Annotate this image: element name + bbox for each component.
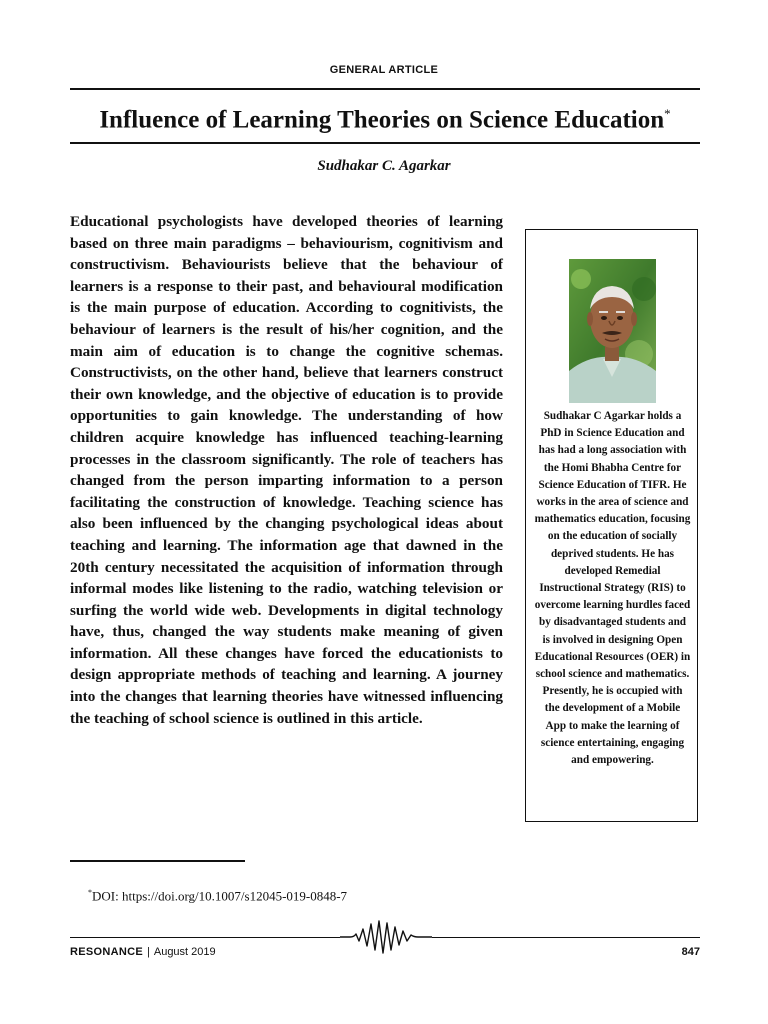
- section-label: GENERAL ARTICLE: [329, 64, 439, 76]
- abstract: Educational psychologists have developed theories of learning based on three main paradigms – behaviourism, cognitivism and constructivism. Behaviourists believe that the behaviour of learners is a response to their past, and behavioural modification is the main purpose of education. According to cognitivists, the behaviour of learners is the result of his/her cognition, and the main aim of education is to change the cognitive schemas. Constructivists, on the other hand, believe that learners construct their own knowledge, and the objective of education is to provide opportunities to gain knowledge. The understanding of how children acquire knowledge has influenced teaching-learning processes in the classroom significantly. The role of teachers has changed from the person imparting information to a person facilitating the construction of knowledge. Teaching science has also been influenced by the changing psychological ideas about teaching and learning. The information age that dawned in the 20th century necessitated the acquisition of information through informal modes like listening to the radio, watching television or surfing the world wide web. Developments in digital technology have, thus, changed the way students make meaning of given information. All these changes have forced the educationists to design appropriate methods of teaching and learning. A journey into the changes that learning theories have witnessed influencing the teaching of school science is outlined in this article.: [70, 213, 503, 727]
- footnote: [88, 888, 347, 904]
- footnote-rule: [70, 860, 245, 862]
- journal-footer: [70, 946, 216, 958]
- article-title: [70, 96, 700, 138]
- title-top-rule: [70, 88, 700, 90]
- title-bottom-rule: [70, 142, 700, 144]
- author-name: Sudhakar C. Agarkar: [317, 158, 451, 174]
- issue-date: August 2019: [153, 946, 216, 958]
- footnote-marker: *: [88, 888, 92, 897]
- author-photo: [569, 259, 656, 403]
- footer-separator: |: [147, 946, 150, 958]
- doi-link[interactable]: DOI: https://doi.org/10.1007/s12045-019-0848-7: [92, 888, 348, 904]
- article-title-text: Influence of Learning Theories on Science Education: [99, 106, 665, 134]
- page-number: 847: [681, 946, 700, 958]
- title-footnote-marker: *: [664, 106, 671, 121]
- author-bio-box: [525, 229, 698, 822]
- author-bio-text: Sudhakar C Agarkar holds a PhD in Science Education and has had a long association with the Homi Bhabha Centre for Science Education of TIFR. He works in the area of science and mathematics education, focusing on the education of socially deprived students. He has developed Remedial Instructional Strategy (RIS) to overcome learning hurdles faced by disadvantaged students and is involved in designing Open Educational Resources (OER) in school science and mathematics. Presently, he is occupied with the development of a Mobile App to make the learning of science entertaining, engaging and empowering.: [534, 410, 691, 767]
- journal-name: RESONANCE: [70, 946, 143, 958]
- signal-wave-icon: [340, 919, 432, 955]
